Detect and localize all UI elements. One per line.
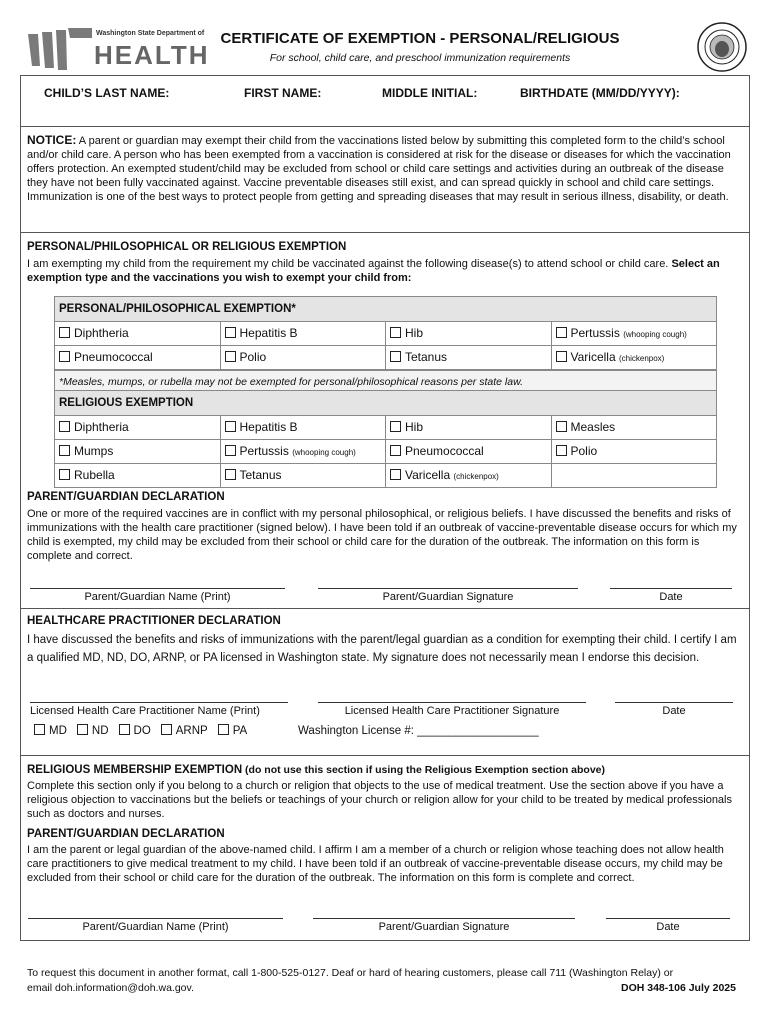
religious-polio-checkbox[interactable]: Polio <box>552 440 717 463</box>
parent-name-line[interactable] <box>30 588 285 603</box>
hcp-date-label: Date <box>662 705 686 717</box>
personal-exemption-grid <box>54 296 717 394</box>
religious-exemption-heading: RELIGIOUS EXEMPTION <box>55 391 716 416</box>
religious-mumps-checkbox[interactable]: Mumps <box>55 440 221 463</box>
parent-date-line[interactable] <box>610 588 732 603</box>
notice-label: NOTICE: <box>27 133 77 147</box>
logo-main-text: HEALTH <box>94 40 210 70</box>
footer-line-1: To request this document in another format, call 1-800-525-0127. Deaf or hard of hearing customers, please call 711 (Washington Relay) or <box>27 967 674 979</box>
table-row <box>55 346 716 370</box>
religious-hepatitis-b-checkbox[interactable]: Hepatitis B <box>221 416 387 439</box>
exemption-select-instruction: Select an exemption type and the vaccinations you wish to exempt your child from: <box>27 258 720 284</box>
religious-hib-checkbox[interactable]: Hib <box>386 416 552 439</box>
hcp-credentials <box>34 724 247 737</box>
middle-initial-field[interactable] <box>382 104 512 120</box>
birthdate-label: BIRTHDATE (MM/DD/YYYY): <box>520 86 680 100</box>
parent-declaration2-heading: PARENT/GUARDIAN DECLARATION <box>27 828 225 840</box>
membership-heading-note: (do not use this section if using the Religious Exemption section above) <box>242 764 605 776</box>
section-divider <box>20 232 750 233</box>
first-name-label: FIRST NAME: <box>244 86 322 100</box>
parent2-signature-label: Parent/Guardian Signature <box>378 921 510 933</box>
membership-text: Complete this section only if you belong to a church or religion that objects to the use of medical treatment. Use the section above if you have a religious objection to vaccinations but the beliefs or teachings of your church or religion allow for your child to be treated by medical professionals such as doctors and nurses. <box>27 780 732 820</box>
religious-varicella-checkbox[interactable]: Varicella (chickenpox) <box>386 464 552 487</box>
membership-heading-row <box>27 764 605 776</box>
birthdate-field[interactable] <box>520 104 740 120</box>
doh-logo <box>28 26 208 74</box>
credential-arnp-checkbox[interactable]: ARNP <box>161 724 208 737</box>
table-row <box>55 322 716 346</box>
personal-tetanus-checkbox[interactable]: Tetanus <box>386 346 552 369</box>
credential-md-checkbox[interactable]: MD <box>34 724 67 737</box>
parent2-name-label: Parent/Guardian Name (Print) <box>82 921 229 933</box>
parent-declaration-heading: PARENT/GUARDIAN DECLARATION <box>27 491 225 503</box>
section-divider <box>20 755 750 756</box>
hcp-date-line[interactable] <box>615 702 733 717</box>
exemption-heading: PERSONAL/PHILOSOPHICAL OR RELIGIOUS EXEMPTION <box>27 241 347 253</box>
hcp-declaration-text: I have discussed the benefits and risks of immunizations with the parent/legal guardian as a condition for exempting their child. I certify I am a qualified MD, ND, DO, ARNP, or PA licensed in Washington state. My signature does not necessarily mean I endorse this decision. <box>27 634 737 664</box>
footer-email-line: email doh.information@doh.wa.gov. <box>27 982 194 994</box>
personal-polio-checkbox[interactable]: Polio <box>221 346 387 369</box>
form-subtitle: For school, child care, and preschool immunization requirements <box>269 52 571 64</box>
parent-declaration-text: One or more of the required vaccines are in conflict with my personal philosophical, or religious beliefs. I have discussed the benefits and risks of immunizations with the health care practitioner (signed below). I have been told if an outbreak of vaccine-preventable disease occurs for which my child is exempted, my child may be excluded from their school or child care for the duration of the outbreak. The information on this form is complete and correct. <box>27 508 737 562</box>
exemption-instructions: I am exempting my child from the requirement my child be vaccinated against the following disease(s) to attend school or child care. <box>27 258 672 270</box>
parent2-name-line[interactable] <box>28 918 283 933</box>
doh-logo-mark-icon <box>28 28 92 72</box>
personal-pertussis-checkbox[interactable]: Pertussis (whooping cough) <box>552 322 717 345</box>
table-row <box>55 416 716 440</box>
personal-diphtheria-checkbox[interactable]: Diphtheria <box>55 322 221 345</box>
personal-hib-checkbox[interactable]: Hib <box>386 322 552 345</box>
personal-pneumococcal-checkbox[interactable]: Pneumococcal <box>55 346 221 369</box>
table-row <box>55 464 716 487</box>
parent-signature-label: Parent/Guardian Signature <box>382 591 514 603</box>
parent2-signature-line[interactable] <box>313 918 575 933</box>
logo-top-text: Washington State Department of <box>96 30 205 37</box>
hcp-name-label: Licensed Health Care Practitioner Name (Print) <box>30 705 260 717</box>
table-row <box>55 440 716 464</box>
child-last-name-label: CHILD’S LAST NAME: <box>44 86 170 100</box>
membership-heading: RELIGIOUS MEMBERSHIP EXEMPTION <box>27 764 243 776</box>
credential-pa-checkbox[interactable]: PA <box>218 724 248 737</box>
first-name-field[interactable] <box>244 104 374 120</box>
personal-exemption-heading: PERSONAL/PHILOSOPHICAL EXEMPTION* <box>55 297 716 322</box>
parent-declaration2-text: I am the parent or legal guardian of the above-named child. I affirm I am a member of a church or religion whose teaching does not allow health care practitioners to give medical treatment to my child. I have been told if an outbreak of vaccine-preventable disease occurs, my child may be excluded from their school or child care for the duration of the outbreak. The information on this form is complete and correct. <box>27 844 724 884</box>
form-title: CERTIFICATE OF EXEMPTION - PERSONAL/RELIGIOUS <box>220 30 620 47</box>
parent-date-label: Date <box>659 591 683 603</box>
hcp-declaration-heading: HEALTHCARE PRACTITIONER DECLARATION <box>27 615 281 627</box>
washington-license-field[interactable]: Washington License #: ___________________ <box>298 725 539 737</box>
state-seal-icon <box>697 22 747 72</box>
middle-initial-label: MIDDLE INITIAL: <box>382 86 478 100</box>
notice-text: A parent or guardian may exempt their child from the vaccinations listed below by submitting this completed form to the child’s school and/or child care. A person who has been exempted from a vaccination is considered at risk for the disease or diseases for which the vaccination offers protection. An exempted student/child may be excluded from school or child care settings and activities during an outbreak of the disease they have not been fully vaccinated against. Vaccine preventable diseases still exist, and can spread quickly in school and child care settings. Immunization is one of the best ways to protect people from getting and spreading diseases that may result in serious illness, disability, or death. <box>27 135 731 203</box>
parent2-date-label: Date <box>656 921 680 933</box>
personal-footnote: *Measles, mumps, or rubella may not be exempted for personal/philosophical reasons per state law. <box>55 370 716 393</box>
religious-exemption-grid <box>54 390 717 488</box>
religious-pertussis-checkbox[interactable]: Pertussis (whooping cough) <box>221 440 387 463</box>
personal-varicella-checkbox[interactable]: Varicella (chickenpox) <box>552 346 717 369</box>
hcp-signature-label: Licensed Health Care Practitioner Signature <box>344 705 560 717</box>
parent-name-label: Parent/Guardian Name (Print) <box>84 591 231 603</box>
hcp-name-line[interactable] <box>30 702 288 717</box>
parent2-date-line[interactable] <box>606 918 730 933</box>
document-id: DOH 348-106 July 2025 <box>621 982 736 994</box>
religious-tetanus-checkbox[interactable]: Tetanus <box>221 464 387 487</box>
personal-hepatitis-b-checkbox[interactable]: Hepatitis B <box>221 322 387 345</box>
section-divider <box>20 608 750 609</box>
religious-rubella-checkbox[interactable]: Rubella <box>55 464 221 487</box>
child-last-name-field[interactable] <box>44 104 234 120</box>
credential-do-checkbox[interactable]: DO <box>119 724 151 737</box>
religious-diphtheria-checkbox[interactable]: Diphtheria <box>55 416 221 439</box>
exemption-text <box>27 257 745 285</box>
religious-measles-checkbox[interactable]: Measles <box>552 416 717 439</box>
hcp-signature-line[interactable] <box>318 702 586 717</box>
parent-signature-line[interactable] <box>318 588 578 603</box>
religious-pneumococcal-checkbox[interactable]: Pneumococcal <box>386 440 552 463</box>
credential-nd-checkbox[interactable]: ND <box>77 724 109 737</box>
notice <box>27 133 745 204</box>
empty-cell <box>552 464 717 487</box>
